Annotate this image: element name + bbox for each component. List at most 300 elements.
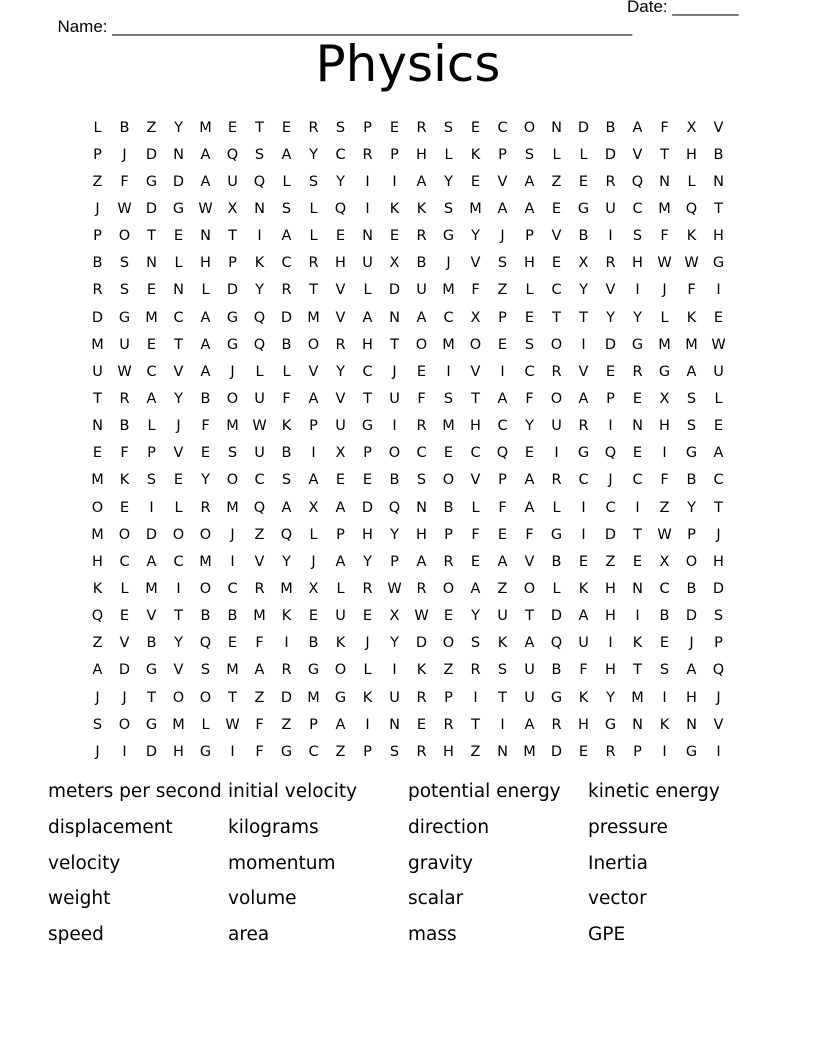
grid-letter: I bbox=[662, 689, 667, 706]
grid-letter: O bbox=[523, 580, 536, 597]
grid-letter: Q bbox=[631, 173, 644, 190]
grid-letter: A bbox=[200, 173, 211, 190]
grid-letter: N bbox=[92, 418, 103, 435]
grid-letter: C bbox=[146, 363, 157, 380]
grid-letter: M bbox=[253, 608, 266, 625]
grid-letter: D bbox=[145, 743, 158, 760]
grid-letter: R bbox=[362, 146, 373, 163]
grid-letter: A bbox=[713, 445, 724, 462]
grid-letter: C bbox=[416, 445, 427, 462]
grid-letter: L bbox=[471, 499, 480, 516]
grid-letter: V bbox=[605, 282, 616, 299]
grid-letter: M bbox=[442, 336, 455, 353]
grid-letter: U bbox=[524, 662, 535, 679]
grid-letter: E bbox=[335, 228, 346, 245]
grid-letter: G bbox=[280, 743, 293, 760]
grid-letter: R bbox=[443, 716, 454, 733]
grid-letter: Z bbox=[92, 173, 103, 190]
grid-letter: K bbox=[416, 662, 427, 679]
grid-letter: V bbox=[470, 363, 481, 380]
grid-letter: N bbox=[389, 309, 400, 326]
grid-letter: C bbox=[470, 445, 481, 462]
grid-letter: H bbox=[605, 608, 616, 625]
grid-letter: E bbox=[443, 608, 454, 625]
grid-letter: S bbox=[281, 200, 292, 217]
grid-letter: S bbox=[389, 743, 400, 760]
grid-letter: H bbox=[416, 526, 427, 543]
grid-letter: D bbox=[550, 608, 563, 625]
grid-letter: U bbox=[713, 363, 724, 380]
grid-letter: S bbox=[92, 716, 103, 733]
grid-letter: S bbox=[200, 662, 211, 679]
grid-letter: L bbox=[525, 282, 534, 299]
word-bank bbox=[48, 777, 768, 956]
grid-letter: A bbox=[416, 173, 427, 190]
grid-letter: P bbox=[498, 472, 507, 489]
grid-letter: D bbox=[91, 309, 104, 326]
grid-letter: I bbox=[635, 608, 640, 625]
grid-letter: Q bbox=[199, 635, 212, 652]
grid-letter: D bbox=[577, 119, 590, 136]
grid-letter: Q bbox=[550, 635, 563, 652]
grid-letter: S bbox=[632, 228, 643, 245]
grid-letter: D bbox=[172, 173, 185, 190]
grid-letter: F bbox=[120, 173, 129, 190]
grid-letter: Y bbox=[390, 635, 399, 652]
grid-letter: G bbox=[226, 309, 239, 326]
grid-letter: L bbox=[363, 282, 372, 299]
grid-letter: Z bbox=[497, 580, 508, 597]
grid-letter: K bbox=[416, 200, 427, 217]
page-title: Physics bbox=[315, 35, 501, 93]
grid-letter: A bbox=[200, 309, 211, 326]
grid-letter: G bbox=[712, 255, 725, 272]
grid-letter: R bbox=[416, 689, 427, 706]
grid-letter: O bbox=[91, 499, 104, 516]
grid-letter: R bbox=[308, 255, 319, 272]
grid-letter: U bbox=[605, 200, 616, 217]
grid-letter: F bbox=[687, 282, 696, 299]
grid-letter: G bbox=[361, 418, 374, 435]
word-bank-item: area bbox=[228, 924, 270, 946]
word-bank-item: displacement bbox=[48, 816, 173, 838]
grid-letter: F bbox=[255, 716, 264, 733]
grid-letter: P bbox=[390, 146, 399, 163]
grid-letter: Q bbox=[334, 200, 347, 217]
grid-letter: D bbox=[226, 282, 239, 299]
grid-letter: V bbox=[578, 363, 589, 380]
grid-letter: E bbox=[470, 119, 481, 136]
grid-letter: M bbox=[226, 418, 239, 435]
grid-letter: L bbox=[201, 716, 210, 733]
grid-letter: C bbox=[605, 499, 616, 516]
grid-letter: Y bbox=[606, 689, 615, 706]
grid-letter: B bbox=[713, 146, 724, 163]
grid-letter: C bbox=[335, 146, 346, 163]
grid-letter: L bbox=[552, 499, 561, 516]
word-bank-item: velocity bbox=[48, 852, 121, 874]
grid-letter: V bbox=[308, 363, 319, 380]
grid-letter: M bbox=[280, 580, 293, 597]
grid-letter: H bbox=[713, 228, 724, 245]
grid-letter: J bbox=[662, 282, 667, 299]
grid-letter: A bbox=[92, 662, 103, 679]
grid-letter: E bbox=[362, 608, 373, 625]
grid-letter: G bbox=[658, 363, 671, 380]
grid-letter: Q bbox=[253, 173, 266, 190]
grid-letter: T bbox=[552, 309, 561, 326]
grid-letter: D bbox=[145, 526, 158, 543]
grid-letter: C bbox=[713, 472, 724, 489]
grid-letter: T bbox=[471, 390, 480, 407]
grid-letter: E bbox=[470, 173, 481, 190]
grid-letter: Y bbox=[579, 282, 588, 299]
grid-letter: E bbox=[119, 499, 130, 516]
grid-letter: B bbox=[389, 472, 400, 489]
grid-letter: P bbox=[606, 390, 615, 407]
grid-letter: H bbox=[686, 146, 697, 163]
grid-letter: U bbox=[524, 689, 535, 706]
grid-letter: F bbox=[660, 228, 669, 245]
grid-letter: R bbox=[281, 662, 292, 679]
grid-letter: N bbox=[254, 200, 265, 217]
grid-letter: F bbox=[120, 445, 129, 462]
grid-letter: C bbox=[632, 472, 643, 489]
grid-letter: R bbox=[362, 580, 373, 597]
grid-letter: X bbox=[578, 255, 589, 272]
grid-letter: I bbox=[311, 445, 316, 462]
grid-letter: C bbox=[497, 119, 508, 136]
grid-letter: I bbox=[230, 743, 235, 760]
grid-letter: F bbox=[660, 119, 669, 136]
grid-letter: J bbox=[176, 418, 181, 435]
grid-letter: S bbox=[254, 146, 265, 163]
grid-letter: G bbox=[577, 200, 590, 217]
word-bank-item: mass bbox=[408, 924, 457, 946]
word-search-grid bbox=[84, 114, 732, 765]
grid-letter: K bbox=[578, 689, 589, 706]
grid-letter: Q bbox=[253, 499, 266, 516]
grid-letter: E bbox=[578, 173, 589, 190]
grid-letter: G bbox=[577, 445, 590, 462]
grid-letter: I bbox=[662, 743, 667, 760]
grid-letter: G bbox=[145, 716, 158, 733]
grid-letter: E bbox=[389, 228, 400, 245]
grid-letter: H bbox=[173, 743, 184, 760]
grid-letter: E bbox=[659, 635, 670, 652]
grid-letter: U bbox=[578, 635, 589, 652]
grid-letter: E bbox=[227, 119, 238, 136]
grid-letter: R bbox=[254, 580, 265, 597]
grid-letter: I bbox=[284, 635, 289, 652]
grid-letter: D bbox=[604, 146, 617, 163]
grid-letter: N bbox=[632, 418, 643, 435]
grid-letter: S bbox=[146, 472, 157, 489]
grid-letter: I bbox=[500, 363, 505, 380]
grid-letter: C bbox=[173, 309, 184, 326]
grid-letter: I bbox=[608, 635, 613, 652]
grid-letter: S bbox=[119, 282, 130, 299]
grid-letter: T bbox=[498, 689, 507, 706]
grid-letter: U bbox=[335, 608, 346, 625]
grid-letter: M bbox=[226, 662, 239, 679]
grid-letter: G bbox=[685, 445, 698, 462]
grid-letter: S bbox=[524, 336, 535, 353]
grid-letter: E bbox=[497, 526, 508, 543]
grid-letter: Y bbox=[174, 119, 183, 136]
grid-letter: U bbox=[362, 255, 373, 272]
grid-letter: D bbox=[604, 336, 617, 353]
grid-letter: L bbox=[687, 173, 696, 190]
grid-letter: N bbox=[497, 743, 508, 760]
grid-letter: T bbox=[714, 200, 723, 217]
grid-letter: P bbox=[444, 526, 453, 543]
grid-letter: Z bbox=[254, 689, 265, 706]
grid-letter: T bbox=[147, 228, 156, 245]
grid-letter: S bbox=[443, 200, 454, 217]
grid-letter: D bbox=[388, 282, 401, 299]
grid-letter: R bbox=[416, 580, 427, 597]
grid-letter: W bbox=[711, 336, 726, 353]
grid-letter: C bbox=[173, 553, 184, 570]
grid-letter: T bbox=[174, 336, 183, 353]
grid-letter: T bbox=[714, 499, 723, 516]
grid-letter: L bbox=[552, 580, 561, 597]
grid-letter: J bbox=[446, 255, 451, 272]
grid-letter: D bbox=[685, 608, 698, 625]
grid-letter: B bbox=[200, 390, 211, 407]
grid-letter: T bbox=[174, 608, 183, 625]
grid-letter: R bbox=[416, 228, 427, 245]
grid-letter: W bbox=[657, 526, 672, 543]
grid-letter: E bbox=[713, 418, 724, 435]
grid-letter: Y bbox=[471, 608, 480, 625]
grid-letter: M bbox=[658, 200, 671, 217]
grid-letter: I bbox=[176, 580, 181, 597]
grid-letter: O bbox=[118, 526, 131, 543]
grid-letter: G bbox=[685, 743, 698, 760]
grid-letter: A bbox=[524, 716, 535, 733]
grid-letter: K bbox=[578, 580, 589, 597]
grid-letter: A bbox=[335, 553, 346, 570]
grid-letter: S bbox=[119, 255, 130, 272]
grid-letter: P bbox=[525, 228, 534, 245]
grid-letter: B bbox=[92, 255, 103, 272]
grid-letter: C bbox=[119, 553, 130, 570]
grid-letter: V bbox=[551, 228, 562, 245]
word-bank-item: weight bbox=[48, 888, 111, 910]
grid-letter: P bbox=[498, 309, 507, 326]
grid-letter: V bbox=[713, 716, 724, 733]
grid-letter: O bbox=[523, 119, 536, 136]
grid-letter: B bbox=[416, 255, 427, 272]
grid-letter: Y bbox=[336, 173, 345, 190]
grid-letter: G bbox=[226, 336, 239, 353]
grid-letter: B bbox=[686, 580, 697, 597]
grid-letter: P bbox=[363, 119, 372, 136]
grid-letter: A bbox=[281, 146, 292, 163]
grid-letter: R bbox=[416, 119, 427, 136]
grid-letter: B bbox=[605, 119, 616, 136]
grid-letter: O bbox=[388, 445, 401, 462]
grid-letter: F bbox=[579, 662, 588, 679]
grid-letter: Y bbox=[201, 472, 210, 489]
grid-letter: A bbox=[497, 200, 508, 217]
grid-letter: S bbox=[281, 472, 292, 489]
grid-letter: F bbox=[525, 526, 534, 543]
grid-letter: E bbox=[551, 255, 562, 272]
grid-letter: T bbox=[147, 689, 156, 706]
grid-letter: I bbox=[662, 445, 667, 462]
grid-letter: E bbox=[551, 200, 562, 217]
grid-letter: M bbox=[685, 336, 698, 353]
grid-letter: Y bbox=[336, 363, 345, 380]
grid-letter: Y bbox=[444, 173, 453, 190]
grid-letter: I bbox=[230, 553, 235, 570]
grid-letter: T bbox=[633, 662, 642, 679]
grid-letter: V bbox=[335, 309, 346, 326]
grid-letter: N bbox=[173, 146, 184, 163]
grid-letter: A bbox=[686, 363, 697, 380]
grid-letter: G bbox=[631, 336, 644, 353]
grid-letter: E bbox=[578, 743, 589, 760]
grid-letter: J bbox=[365, 635, 370, 652]
grid-letter: B bbox=[578, 228, 589, 245]
grid-letter: S bbox=[470, 635, 481, 652]
grid-letter: T bbox=[228, 689, 237, 706]
grid-letter: O bbox=[172, 689, 185, 706]
grid-letter: V bbox=[497, 173, 508, 190]
grid-letter: Y bbox=[174, 390, 183, 407]
grid-letter: I bbox=[635, 282, 640, 299]
grid-letter: I bbox=[716, 282, 721, 299]
grid-letter: L bbox=[309, 228, 318, 245]
grid-letter: T bbox=[93, 390, 102, 407]
grid-letter: H bbox=[200, 255, 211, 272]
grid-letter: J bbox=[230, 526, 235, 543]
grid-letter: E bbox=[524, 445, 535, 462]
grid-letter: E bbox=[146, 336, 157, 353]
grid-letter: P bbox=[336, 526, 345, 543]
grid-letter: I bbox=[500, 716, 505, 733]
grid-letter: S bbox=[227, 445, 238, 462]
grid-letter: M bbox=[307, 689, 320, 706]
grid-letter: E bbox=[173, 472, 184, 489]
grid-letter: J bbox=[689, 635, 694, 652]
grid-letter: O bbox=[118, 228, 131, 245]
grid-letter: W bbox=[117, 363, 132, 380]
grid-letter: L bbox=[660, 309, 669, 326]
grid-letter: A bbox=[416, 553, 427, 570]
grid-letter: D bbox=[604, 526, 617, 543]
grid-letter: K bbox=[659, 716, 670, 733]
grid-letter: I bbox=[365, 173, 370, 190]
grid-letter: H bbox=[443, 743, 454, 760]
grid-letter: I bbox=[392, 662, 397, 679]
grid-letter: R bbox=[551, 472, 562, 489]
grid-letter: A bbox=[200, 336, 211, 353]
name-field-label: Name: _______________________________________________________ bbox=[57, 17, 633, 36]
grid-letter: A bbox=[524, 499, 535, 516]
grid-letter: P bbox=[390, 553, 399, 570]
grid-letter: S bbox=[335, 119, 346, 136]
grid-letter: Q bbox=[253, 336, 266, 353]
grid-letter: G bbox=[172, 200, 185, 217]
grid-letter: S bbox=[524, 146, 535, 163]
grid-letter: N bbox=[659, 173, 670, 190]
grid-letter: F bbox=[255, 743, 264, 760]
grid-letter: A bbox=[362, 309, 373, 326]
word-bank-item: kinetic energy bbox=[588, 781, 720, 802]
grid-letter: L bbox=[444, 146, 453, 163]
grid-letter: B bbox=[659, 608, 670, 625]
grid-letter: O bbox=[442, 472, 455, 489]
grid-letter: M bbox=[199, 553, 212, 570]
grid-letter: E bbox=[119, 608, 130, 625]
grid-letter: H bbox=[605, 580, 616, 597]
grid-letter: Z bbox=[281, 716, 292, 733]
grid-letter: Z bbox=[497, 282, 508, 299]
grid-letter: C bbox=[227, 580, 238, 597]
word-bank-item: pressure bbox=[588, 816, 668, 838]
grid-letter: I bbox=[635, 499, 640, 516]
grid-letter: X bbox=[470, 309, 481, 326]
grid-letter: K bbox=[389, 200, 400, 217]
grid-letter: V bbox=[173, 445, 184, 462]
grid-letter: N bbox=[146, 255, 157, 272]
grid-letter: K bbox=[335, 635, 346, 652]
grid-letter: M bbox=[469, 200, 482, 217]
grid-letter: B bbox=[119, 418, 130, 435]
grid-letter: E bbox=[632, 390, 643, 407]
grid-letter: L bbox=[255, 363, 264, 380]
grid-letter: I bbox=[608, 418, 613, 435]
grid-letter: Z bbox=[470, 743, 481, 760]
grid-letter: G bbox=[550, 689, 563, 706]
grid-letter: R bbox=[416, 418, 427, 435]
grid-letter: A bbox=[308, 390, 319, 407]
grid-letter: S bbox=[416, 472, 427, 489]
grid-letter: V bbox=[173, 662, 184, 679]
grid-letter: J bbox=[500, 228, 505, 245]
grid-letter: M bbox=[145, 580, 158, 597]
grid-letter: S bbox=[659, 662, 670, 679]
grid-letter: O bbox=[685, 553, 698, 570]
grid-letter: U bbox=[389, 390, 400, 407]
grid-letter: C bbox=[659, 580, 670, 597]
grid-letter: U bbox=[119, 336, 130, 353]
grid-letter: O bbox=[199, 580, 212, 597]
grid-letter: X bbox=[227, 200, 238, 217]
grid-letter: V bbox=[146, 608, 157, 625]
grid-letter: Y bbox=[390, 526, 399, 543]
grid-letter: F bbox=[417, 390, 426, 407]
grid-letter: Y bbox=[471, 228, 480, 245]
grid-letter: Z bbox=[335, 743, 346, 760]
grid-letter: A bbox=[524, 200, 535, 217]
grid-letter: I bbox=[149, 499, 154, 516]
grid-letter: X bbox=[308, 499, 319, 516]
grid-letter: E bbox=[497, 336, 508, 353]
word-bank-item: momentum bbox=[228, 852, 336, 874]
grid-letter: N bbox=[362, 228, 373, 245]
grid-letter: O bbox=[118, 716, 131, 733]
grid-letter: Q bbox=[388, 499, 401, 516]
grid-letter: A bbox=[578, 608, 589, 625]
grid-letter: U bbox=[389, 689, 400, 706]
grid-letter: M bbox=[442, 418, 455, 435]
grid-letter: E bbox=[713, 309, 724, 326]
